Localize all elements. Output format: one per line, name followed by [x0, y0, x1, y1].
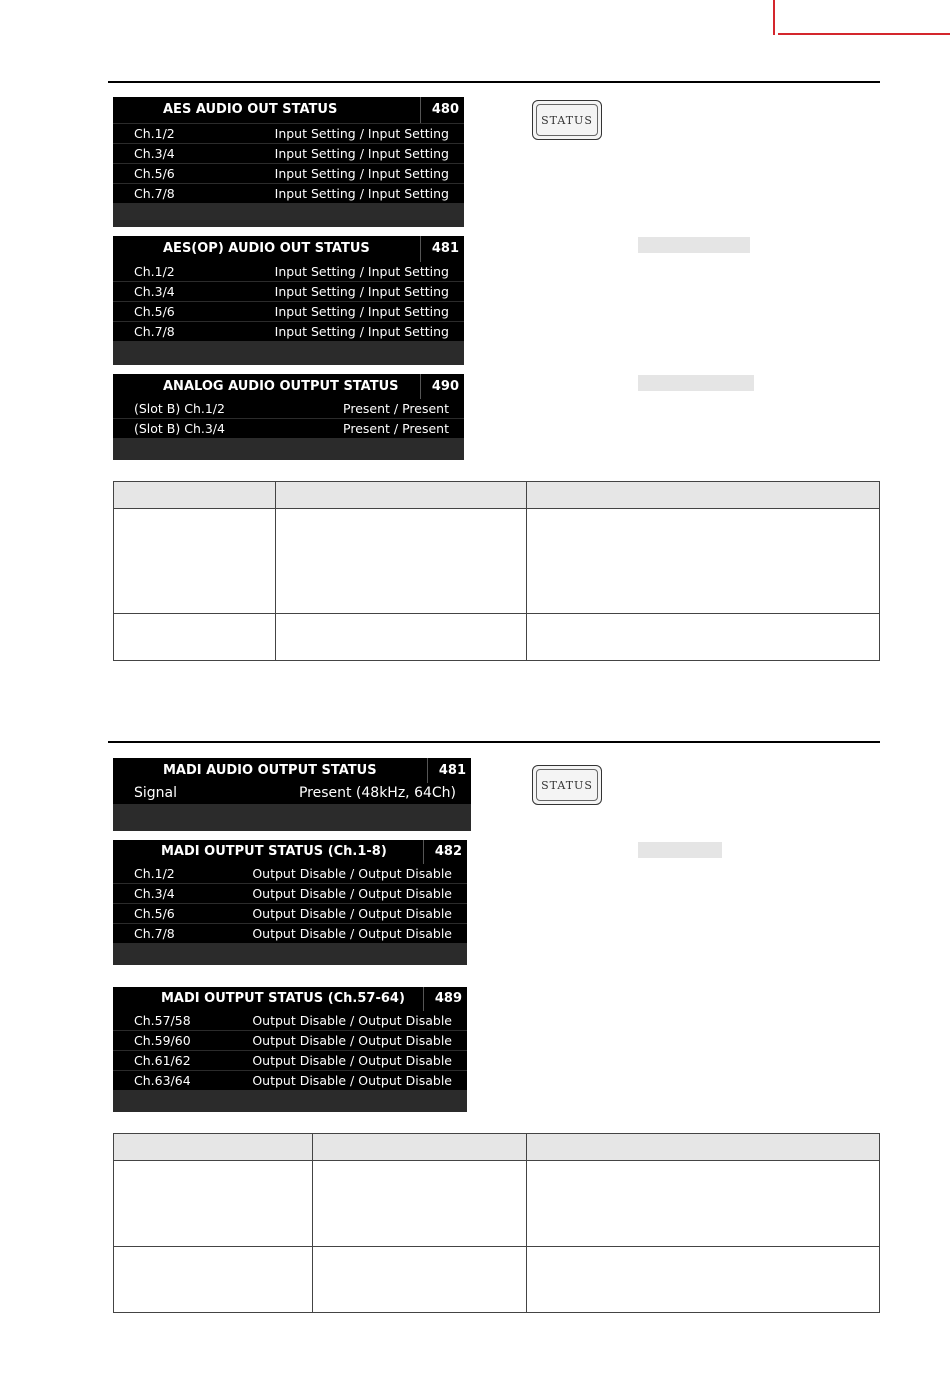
row-label: Signal — [134, 785, 178, 801]
row-label: Ch.7/8 — [134, 186, 175, 201]
status-row — [113, 419, 464, 438]
table-cell — [114, 509, 276, 614]
screen-titlebar — [113, 97, 464, 123]
status-row — [113, 184, 464, 203]
table-cell — [527, 1161, 880, 1247]
table-header-row — [114, 482, 880, 509]
status-row — [113, 884, 467, 903]
crop-mark-vertical — [773, 0, 775, 35]
row-label: Ch.1/2 — [134, 866, 175, 881]
table-header-cell — [527, 482, 880, 509]
screen-number: 480 — [420, 97, 459, 123]
table-cell — [276, 509, 527, 614]
screen-titlebar — [113, 758, 471, 783]
section-1-table — [113, 481, 880, 661]
highlight-bar — [638, 842, 722, 858]
screen-titlebar — [113, 374, 464, 400]
row-label: Ch.61/62 — [134, 1053, 191, 1068]
row-label: Ch.1/2 — [134, 126, 175, 141]
status-row — [113, 164, 464, 183]
status-row — [113, 924, 467, 943]
status-row — [113, 144, 464, 163]
status-button[interactable] — [532, 765, 602, 805]
section-2-table — [113, 1133, 880, 1313]
row-label: Ch.3/4 — [134, 146, 175, 161]
table-header-row — [114, 1134, 880, 1161]
screen-titlebar — [113, 987, 467, 1011]
table-cell — [114, 1161, 313, 1247]
highlight-bar — [638, 375, 754, 391]
screen-titlebar — [113, 840, 467, 864]
highlight-bar — [638, 237, 750, 253]
section-2-rule — [108, 741, 880, 743]
status-row — [113, 282, 464, 301]
status-button-label: STATUS — [536, 769, 598, 801]
status-row — [113, 1031, 467, 1050]
screen-number: 482 — [423, 840, 462, 864]
row-value: Input Setting / Input Setting — [274, 304, 449, 319]
row-value: Input Setting / Input Setting — [274, 166, 449, 181]
status-row — [113, 1011, 467, 1030]
row-value: Input Setting / Input Setting — [274, 284, 449, 299]
row-value: Input Setting / Input Setting — [274, 186, 449, 201]
row-value: Output Disable / Output Disable — [252, 866, 452, 881]
table-cell — [313, 1161, 527, 1247]
table-header-cell — [527, 1134, 880, 1161]
status-row — [113, 864, 467, 883]
row-value: Output Disable / Output Disable — [252, 1053, 452, 1068]
row-value: Input Setting / Input Setting — [274, 264, 449, 279]
screen-title: ANALOG AUDIO OUTPUT STATUS — [163, 379, 399, 394]
table-header-cell — [313, 1134, 527, 1161]
row-label: (Slot B) Ch.3/4 — [134, 421, 225, 436]
screen-title: MADI OUTPUT STATUS (Ch.57-64) — [161, 991, 405, 1006]
aes-audio-out-status-screen — [113, 97, 464, 227]
status-row — [113, 302, 464, 321]
row-label: Ch.5/6 — [134, 906, 175, 921]
table-cell — [527, 1247, 880, 1313]
row-value: Present / Present — [343, 401, 449, 416]
status-row — [113, 262, 464, 281]
row-label: Ch.7/8 — [134, 926, 175, 941]
row-label: Ch.57/58 — [134, 1013, 191, 1028]
screen-titlebar — [113, 236, 464, 262]
row-value: Output Disable / Output Disable — [252, 906, 452, 921]
madi-audio-output-status-screen — [113, 758, 471, 831]
table-cell — [114, 614, 276, 661]
row-label: Ch.1/2 — [134, 264, 175, 279]
table-cell — [276, 614, 527, 661]
table-cell — [527, 509, 880, 614]
row-value: Input Setting / Input Setting — [274, 146, 449, 161]
status-button[interactable] — [532, 100, 602, 140]
status-row — [113, 783, 471, 804]
status-row — [113, 1071, 467, 1090]
screen-title: MADI AUDIO OUTPUT STATUS — [163, 763, 377, 778]
screen-title: MADI OUTPUT STATUS (Ch.1-8) — [161, 844, 387, 859]
row-value: Input Setting / Input Setting — [274, 126, 449, 141]
madi-output-status-ch1-8-screen — [113, 840, 467, 965]
row-value: Present / Present — [343, 421, 449, 436]
row-value: Output Disable / Output Disable — [252, 1033, 452, 1048]
row-value: Output Disable / Output Disable — [252, 1073, 452, 1088]
status-row — [113, 124, 464, 143]
row-label: Ch.3/4 — [134, 886, 175, 901]
screen-number: 481 — [427, 758, 466, 783]
table-row — [114, 1161, 880, 1247]
table-row — [114, 1247, 880, 1313]
status-row — [113, 322, 464, 341]
status-button-label: STATUS — [536, 104, 598, 136]
row-value: Input Setting / Input Setting — [274, 324, 449, 339]
row-label: Ch.5/6 — [134, 166, 175, 181]
row-value: Output Disable / Output Disable — [252, 926, 452, 941]
screen-number: 481 — [420, 236, 459, 262]
table-row — [114, 509, 880, 614]
row-label: Ch.63/64 — [134, 1073, 191, 1088]
status-row — [113, 399, 464, 418]
row-value: Output Disable / Output Disable — [252, 1013, 452, 1028]
crop-mark-horizontal — [778, 33, 950, 35]
table-header-cell — [276, 482, 527, 509]
table-cell — [313, 1247, 527, 1313]
analog-audio-output-status-screen — [113, 374, 464, 460]
table-cell — [114, 1247, 313, 1313]
status-row — [113, 1051, 467, 1070]
aes-op-audio-out-status-screen — [113, 236, 464, 365]
status-row — [113, 904, 467, 923]
row-label: Ch.3/4 — [134, 284, 175, 299]
row-label: Ch.5/6 — [134, 304, 175, 319]
table-header-cell — [114, 1134, 313, 1161]
row-value: Present (48kHz, 64Ch) — [298, 785, 456, 801]
table-header-cell — [114, 482, 276, 509]
row-value: Output Disable / Output Disable — [252, 886, 452, 901]
screen-number: 489 — [423, 987, 462, 1011]
madi-output-status-ch57-64-screen — [113, 987, 467, 1112]
table-row — [114, 614, 880, 661]
screen-title: AES AUDIO OUT STATUS — [163, 102, 338, 117]
row-label: Ch.7/8 — [134, 324, 175, 339]
screen-number: 490 — [420, 374, 459, 400]
row-label: Ch.59/60 — [134, 1033, 191, 1048]
table-cell — [527, 614, 880, 661]
section-1-rule — [108, 81, 880, 83]
screen-title: AES(OP) AUDIO OUT STATUS — [163, 241, 370, 256]
row-label: (Slot B) Ch.1/2 — [134, 401, 225, 416]
